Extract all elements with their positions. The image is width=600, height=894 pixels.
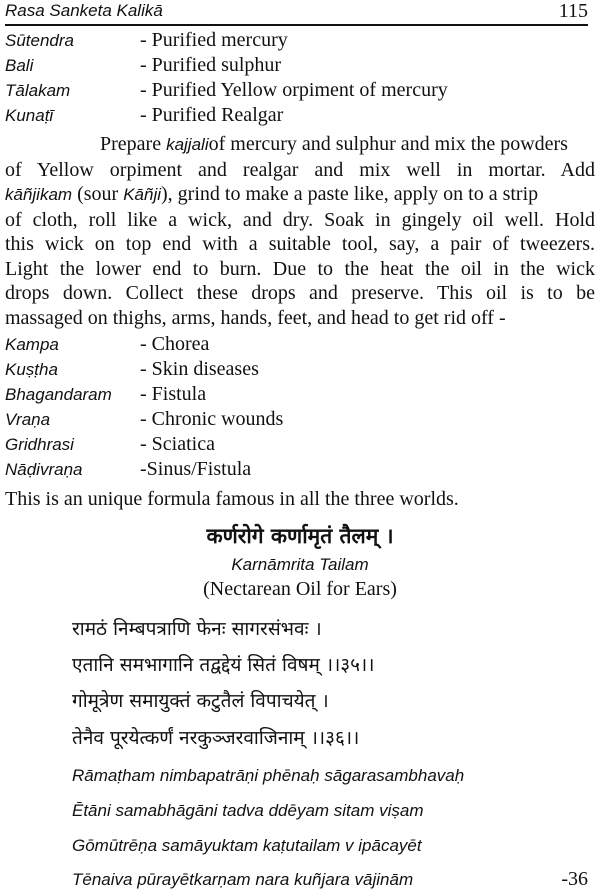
transliteration-line: Ētāni samabhāgāni tadva ddēyam sitam viṣam [72,801,424,820]
paragraph-line: of Yellow orpiment and realgar and mix well in mortar. Add [5,158,595,181]
ingredient-meaning: - Purified sulphur [140,54,282,76]
disease-term: Nāḍivraṇa [5,460,83,479]
ingredient-list [5,29,595,129]
ingredient-meaning: - Purified mercury [140,29,288,51]
sanskrit-verse-line: गोमूत्रेण समायुक्तं कटुतैलं विपाचयेत् । [72,690,329,712]
list-item [5,433,595,458]
ingredient-meaning: - Purified Yellow orpiment of mercury [140,79,448,101]
disease-term: Vraṇa [5,410,51,429]
list-item [5,358,595,383]
disease-term: Kuṣṭha [5,360,58,379]
transliteration-line: Gōmūtrēṇa samāyuktam kaṭutailam v ipācayēt [72,836,422,855]
disease-term: Bhagandaram [5,385,112,404]
paragraph-line: massaged on thighs, arms, hands, feet, and head to get rid off - [5,306,506,329]
disease-meaning: - Skin diseases [140,358,259,380]
list-item [5,104,595,129]
formula-title-transliterated: Karnāmrita Tailam [231,555,369,574]
list-item [5,29,595,54]
transliteration-line: Rāmaṭham nimbapatrāṇi phēnaḥ sāgarasambhavaḥ [72,766,465,785]
disease-list [5,333,595,483]
paragraph-line: drops down. Collect these drops and preserve. This oil is to be [5,282,595,304]
sanskrit-term: kāñjikam [5,185,73,204]
paragraph-line: of cloth, roll like a wick, and dry. Soak in gingely oil well. Hold [5,208,595,231]
procedure-paragraph [5,132,595,330]
ingredient-term: Tālakam [5,81,71,100]
running-header [5,0,588,26]
disease-meaning: - Chronic wounds [140,408,284,430]
formula-title-english: (Nectarean Oil for Ears) [203,578,397,600]
ingredient-meaning: - Purified Realgar [140,104,284,126]
paragraph-line: Light the lower end to burn. Due to the heat the oil in the wick [5,257,595,280]
paragraph-line: this wick on top end with a suitable tool, say, a pair of tweezers. [5,233,595,255]
formula-title-devanagari: कर्णरोगे कर्णामृतं तैलम् । [206,524,394,548]
list-item [5,333,595,358]
disease-meaning: -Sinus/Fistula [140,458,252,480]
list-item [5,408,595,433]
closing-sentence: This is an unique formula famous in all the three worlds. [5,488,459,510]
list-item [5,54,595,79]
disease-term: Kampa [5,335,59,354]
disease-meaning: - Fistula [140,383,207,405]
running-title: Rasa Sanketa Kalikā [5,1,163,20]
sanskrit-verse-line: रामठं निम्बपत्राणि फेनः सागरसंभवः । [72,618,322,640]
ingredient-term: Sūtendra [5,31,74,50]
ingredient-term: Bali [5,56,34,75]
sanskrit-term: kajjali [166,135,209,154]
paragraph-line: Prepare kajjaliof mercury and sulphur and mix the powders [100,133,568,155]
list-item [5,383,595,408]
list-item [5,458,595,483]
ingredient-term: Kunaṭī [5,106,54,125]
sanskrit-verse-line: एतानि समभागानि तद्वद्देयं सितं विषम् ।।३५।। [72,654,375,676]
disease-meaning: - Sciatica [140,433,215,455]
verse-continuation-marker: -36 [561,868,588,890]
sanskrit-term: Kāñji [123,185,162,204]
list-item [5,79,595,104]
sanskrit-verse-line: तेनैव पूरयेत्कर्णं नरकुञ्जरवाजिनाम् ।।३६।। [72,727,360,749]
page-number: 115 [558,0,588,22]
disease-term: Gridhrasi [5,435,74,454]
transliteration-line: Tēnaiva pūrayētkarṇam nara kuñjara vājinām [72,870,414,889]
paragraph-line: kāñjikam (sour Kāñji), grind to make a paste like, apply on to a strip [5,183,539,205]
disease-meaning: - Chorea [140,333,210,355]
